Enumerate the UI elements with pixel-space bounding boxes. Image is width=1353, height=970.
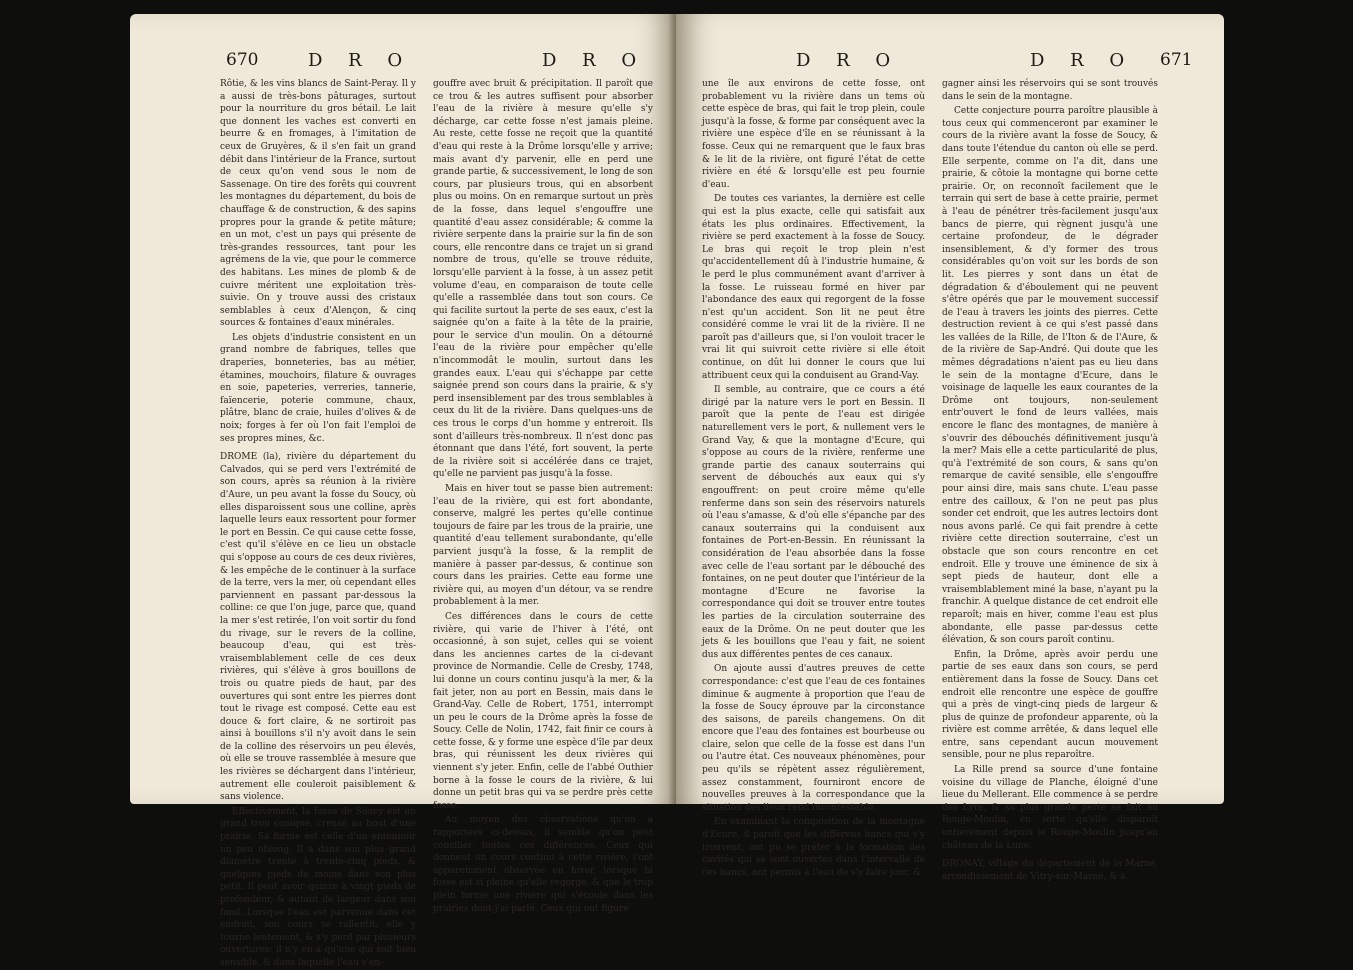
left-running-head	[130, 50, 676, 76]
left-page-number: 670	[226, 50, 259, 70]
left-page	[130, 14, 676, 968]
paragraph: Les objets d'industrie consistent en un grand nombre de fabriques, telles que draperies, bonneteries, bas au métier, étamines, mouchoirs, filature & ouvrages en soie, papeteries, verreries, tannerie, faïencerie, poterie commune, chaux, plâtre, blanc de craie, huiles d'olives & de noix; forges à fer où l'on fait l'emploi de ses propres mines, &c.	[220, 332, 416, 444]
right-column-2	[942, 78, 1158, 882]
right-head-word-center: D R O	[796, 50, 901, 71]
paragraph: gouffre avec bruit & précipitation. Il paroît que ce trou & les autres suffisent pour absorber l'eau de la rivière à mesure qu'elle s'y décharge, car cette fosse n'est jamais pleine. Au reste, cette fosse ne reçoit que la quantité d'eau qui reste à la Drôme lorsqu'elle y arrive; mais avant d'y parvenir, elle en perd une grande partie, & successivement, le long de son cours, par plusieurs trous, qui en absorbent plus ou moins. On en remarque surtout un près de la fosse, dans lequel s'engouffre une quantité d'eau assez considérable; & comme la rivière serpente dans la prairie sur la fin de son cours, elle rencontre dans ce trajet un si grand nombre de trous, qu'elle se trouve réduite, lorsqu'elle parvient à la fosse, à un assez petit volume d'eau, en comparaison de toute celle qu'elle a rassemblée dans tout son cours. Ce qui facilite surtout la perte de ses eaux, c'est la saignée qu'on a faite à la tête de la prairie, pour le service d'un moulin. On a détourné l'eau de la rivière pour empêcher qu'elle n'incommodât le moulin, surtout dans les grandes eaux. L'eau qui s'échappe par cette saignée prend son cours dans la prairie, & s'y perd insensiblement par des trous semblables à ceux du lit de la rivière. Dans quelques-uns de ces trous le corps d'un homme y entreroit. Ils sont d'ailleurs très-nombreux. Il n'est donc pas étonnant que dans l'été, fort souvent, la perte de la rivière soit si accélérée dans ce trajet, qu'elle ne parvient pas jusqu'à la fosse.	[433, 79, 653, 480]
paragraph: La Rille prend sa source d'une fontaine voisine du village de Planche, éloigné d'une lieue du Mellerant. Elle commence à se perdre des Lyre, & sa plus grande perte se fait au Rouge-Moulin, en sorte qu'elle disparoît entièrement depuis le Rouge-Moulin jusqu'au château de la Lune.	[942, 765, 1158, 851]
left-column-2	[433, 78, 653, 914]
right-running-head	[676, 50, 1224, 76]
right-head-word: D R O	[1030, 50, 1135, 71]
paragraph: Ces différences dans le cours de cette rivière, qui varie de l'hiver à l'été, ont occasionné, à son sujet, celles qui se voient dans les anciennes cartes de la ci-devant province de Normandie. Celle de Cresby, 1748, lui donne un cours continu jusqu'à la mer, & la fait jeter, non au port en Bessin, mais dans le Grand-Vay. Celle de Robert, 1751, interrompt un peu le cours de la Drôme après la fosse de Soucy. Celle de Nolin, 1742, fait finir ce cours à cette fosse, & y forme une espèce d'île par deux bras, qui réunissent les deux rivières qui viennent s'y jeter. Enfin, celle de l'abbé Outhier borne à la fosse le cours de la rivière, & lui donne un petit bras qui va se perdre près cette fosse.	[433, 611, 653, 811]
paragraph: De toutes ces variantes, la dernière est celle qui est la plus exacte, celle qui satisfait aux états les plus ordinaires. Effectivement, la rivière se perd exactement à la fosse de Soucy. Le bras qui reçoit le trop plein n'est qu'accidentellement dû à l'industrie humaine, & le perd le plus communément avant d'arriver à la fosse. Le ruisseau formé en hiver par l'abondance des eaux qui regorgent de la fosse n'est qu'un accident. Son lit ne peut être considéré comme le vrai lit de la rivière. Il ne paroît pas d'ailleurs que, si l'on vouloit tracer le vrai lit qui suivroit cette rivière si elle étoit continue, on dût lui donner le cours que lui attribuent ceux qui la conduisent au Grand-Vay.	[702, 194, 925, 381]
right-page	[676, 14, 1224, 882]
paragraph: Rôtie, & les vins blancs de Saint-Peray. Il y a aussi de très-bons pâturages, surtout pour la nourriture du gros bétail. Le lait que donnent les vaches est converti en beurre & en fromages, à l'imitation de ceux de Gruyères, & il s'en fait un grand débit dans l'intérieur de la France, surtout de ceux qu'on vend sous le nom de Sassenage. On tire des forêts qui couvrent les montagnes du département, du bois de chauffage & de construction, & des sapins propres pour la grande & petite mâture; en un mot, c'est un pays qui présente de très-grandes ressources, tant pour les agrémens de la vie, que pour le commerce des habitans. Les mines de plomb & de cuivre méritent une exploitation très-suivie. On y trouve aussi des cristaux semblables à ceux d'Alençon, & cinq sources & fontaines d'eaux minérales.	[220, 79, 416, 329]
entry-dronay: DRONAY, village du département de la Marne, arrondissement de Vitry-sur-Marne, & à	[942, 859, 1158, 882]
entry-drome: DROME (la), rivière du département du Calvados, qui se perd vers l'extrémité de son cours, après sa réunion à la rivière d'Aure, un peu avant la fosse du Soucy, où elles disparoissent sous une colline, après laquelle leurs eaux ressortent pour former le port en Bessin. Ce qui cause cette fosse, c'est qu'il s'élève en ce lieu un obstacle qui s'oppose au cours de ces deux rivières, & les empêche de le continuer à la surface de la terre, vers la mer, où cependant elles parviennent en passant par-dessous la colline: ce que l'on juge, parce que, quand la mer s'est retirée, l'on voit sortir du fond du rivage, sur le revers de la colline, beaucoup d'eau, qui est très-vraisemblablement celle de ces deux rivières, qui s'élève à gros bouillons de trois ou quatre pieds de haut, par des ouvertures qui sont entre les pierres dont tout le rivage est composé. Cette eau est douce & fort claire, & ne sortiroit pas ainsi à bouillons s'il n'y avoit dans le sein de la colline des réservoirs un peu élevés, où elle se trouve rassemblée à mesure que les rivières se déchargent dans l'intérieur, autrement elle couleroit paisiblement & sans violence.	[220, 452, 416, 803]
paragraph: Il semble, au contraire, que ce cours a été dirigé par la nature vers le port en Bessin. Il paroît que la pente de l'eau est dirigée naturellement vers le port, & nullement vers le Grand Vay, & que la montagne d'Ecure, qui s'oppose au cours de la rivière, renferme une grande partie des canaux souterrains qui servent de débouchés aux eaux qui s'y engouffrent: on peut croire même qu'elle renferme dans son sein des réservoirs naturels où l'eau s'amasse, & d'où elle s'épanche par des canaux souterrains qui la conduisent aux fontaines de Port-en-Bessin. En réunissant la considération de l'eau absorbée dans la fosse avec celle de l'eau sortant par le débouché des fontaines, on ne peut douter que l'intérieur de la montagne d'Ecure ne favorise la correspondance qui doit se trouver entre toutes les parties de la circulation souterraine des eaux de la Drôme. On ne peut douter que les jets & les bouillons que l'eau y fait, ne soient dus aux différentes pentes de ces canaux.	[702, 385, 925, 660]
paragraph: Mais en hiver tout se passe bien autrement: l'eau de la rivière, qui est fort abondante, conserve, malgré les pertes qu'elle continue toujours de faire par les trous de la prairie, une quantité d'eau tellement surabondante, qu'elle parvient jusqu'à la fosse, & la remplit de manière à passer par-dessus, & continue son cours dans les prairies. Cette eau forme une rivière qui, au moyen d'un détour, va se rendre probablement à la mer.	[433, 484, 653, 608]
paragraph: Enfin, la Drôme, après avoir perdu une partie de ses eaux dans son cours, se perd entièrement dans la fosse de Soucy. Dans cet endroit elle rencontre une espèce de gouffre qui a près de vingt-cinq pieds de largeur & plus de quinze de profondeur apparente, où la rivière est comme arrêtée, & dans lequel elle entre, sans cependant aucun mouvement sensible, pour ne plus reparoître.	[942, 649, 1158, 761]
left-head-word-center: D R O	[542, 50, 647, 71]
paragraph: Au moyen des observations qu'on a rapportées ci-dessus, il semble qu'on peut concilier toutes ces différences. Ceux qui donnent un cours continu à cette rivière, l'ont apparemment observée en hiver, lorsque la fosse est si pleine qu'elle regorge, & que le trop plein forme une rivière qui s'écoule dans les prairies dont j'ai parlé. Ceux qui ont figuré	[433, 815, 653, 914]
paragraph: Effectivement, la fosse de Soucy est un grand trou conique, creusé au bout d'une prairie. Sa forme est celle d'un entonnoir un peu oblong. Il a dans son plus grand diamètre trente à trente-cinq pieds, & quelques pieds de moins dans son plus petit. Il peut avoir quinze à vingt pieds de profondeur, & autant de largeur dans son fond. Lorsque l'eau est parvenue dans cet endroit, son cours se rallentit; elle y tourne lentement, & s'y perd par plusieurs ouvertures: il n'y en a qu'une qui soit bien sensible, & dans laquelle l'eau s'en-	[220, 806, 416, 968]
right-column-1	[702, 78, 925, 878]
left-column-1	[220, 78, 416, 968]
paragraph: gagner ainsi les réservoirs qui se sont trouvés dans le sein de la montagne.	[942, 79, 1158, 102]
right-page-number: 671	[1160, 50, 1193, 70]
paragraph: Cette conjecture pourra paroître plausible à tous ceux qui commenceront par examiner le cours de la rivière avant la fosse de Soucy, & dans toute l'étendue du canton où elle se perd. Elle serpente, comme on l'a dit, dans une prairie, & côtoie la montagne qui borne cette prairie. Or, on reconnoît facilement que le terrain qui sert de base à cette prairie, permet à l'eau de pénétrer très-facilement jusqu'aux bancs de pierre, qui règnent jusqu'à une certaine profondeur, de le dégrader insensiblement, & d'y former des trous considérables qu'on voit sur les bords de son lit. Les pierres y sont dans un état de dégradation & d'éboulement qui ne peuvent s'être opérés que par le mouvement successif de l'eau à travers les joints des pierres. Cette destruction revient à ce qui s'est passé dans les vallées de la Rille, de l'Iton & de l'Aure, & de la rivière de Sap-André. Qui doute que les mêmes dégradations n'aient pas eu lieu dans le sein de la montagne d'Ecure, dans le voisinage de laquelle les eaux courantes de la Drôme ont toujours, non-seulement entr'ouvert le fond de leurs vallées, mais encore le flanc des montagnes, de manière à s'ouvrir des débouchés définitivement jusqu'à la mer? Mais elle a cette particularité de plus, qu'à l'extrémité de son cours, & sans qu'on remarque de cavité sensible, elle s'engouffre pour ainsi dire, mais sans chute. L'eau passe entre des cailloux, & l'on ne peut pas plus sonder cet endroit, que les autres lectoirs dont nous avons parlé. Ce qui fait prendre à cette rivière cette direction souterraine, c'est un obstacle que son cours rencontre en cet endroit. Elle y trouve une éminence de six à sept pieds de hauteur, dont elle a vraisemblablement miné la base, n'ayant pu la franchir. A quelque distance de cet endroit elle reparoît; mais en hiver, comme l'eau est plus abondante, elle passe par-dessus cette élévation, & son cours paroît continu.	[942, 106, 1158, 646]
paragraph: En examinant la composition de la montagne d'Ecure, il paroît que les différens bancs qui s'y trouvent, ont pu se prêter à la formation des cavités qui se sont ouvertes dans l'intervalle de ces bancs, ont permis à l'eau de s'y faire jour, &	[702, 817, 925, 878]
paragraph: On ajoute aussi d'autres preuves de cette correspondance: c'est que l'eau de ces fontaines diminue & augmente à proportion que l'eau de la fosse de Soucy éprouve par la circonstance des saisons, de pareils changemens. On dit encore que l'eau des fontaines est bourbeuse ou claire, selon que celle de la fosse est dans l'un ou l'autre état. Ces nouveaux phénomènes, pour peu qu'ils se répètent assez régulièrement, assez constamment, fourniront encore de nouvelles preuves à la correspondance que la situation des lieux rend incontestable.	[702, 664, 925, 813]
left-head-word: D R O	[308, 50, 413, 71]
paragraph: une île aux environs de cette fosse, ont probablement vu la rivière dans un tems où cette espèce de bras, qui fait le trop plein, coule jusqu'à la fosse, & forme par conséquent avec la rivière une espèce d'île en se réunissant à la fosse. Ceux qui ne remarquent que le faux bras & le lit de la rivière, ont figuré l'état de cette rivière en été & lorsqu'elle est peu fournie d'eau.	[702, 79, 925, 190]
